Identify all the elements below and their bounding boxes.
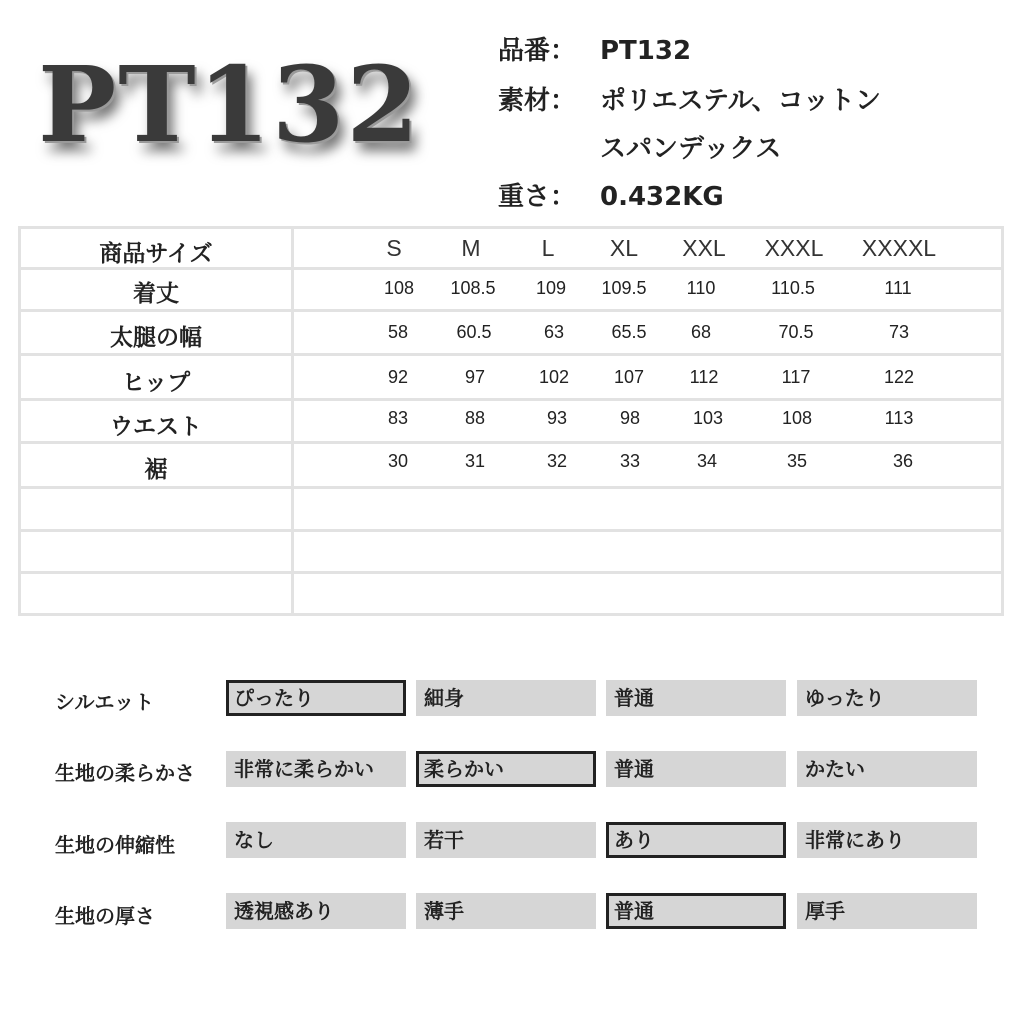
size-table (18, 226, 1004, 616)
material-value-2: スパンデックス (600, 134, 782, 164)
table-cell: 111 (884, 278, 912, 298)
option-stretch: 非常にあり (797, 822, 977, 858)
material-value-1: ポリエステル、コットン (600, 86, 882, 116)
table-cell: 30 (387, 451, 409, 471)
option-silhouette: ゆったり (797, 680, 977, 716)
option-silhouette-selected: ぴったり (226, 680, 406, 716)
weight-label: 重さ： (498, 182, 577, 212)
table-cell: 60.5 (456, 322, 492, 342)
option-stretch: 若干 (416, 822, 596, 858)
attribute-label-stretch: 生地の伸縮性 (55, 833, 175, 857)
table-cell: 32 (546, 451, 568, 471)
product-code-row (498, 30, 691, 67)
size-heading: L (541, 235, 555, 261)
attribute-label-silhouette: シルエット (55, 690, 155, 714)
table-cell: 31 (464, 451, 486, 471)
material-label: 素材： (498, 86, 577, 116)
option-softness: 普通 (606, 751, 786, 787)
product-code-value: PT132 (600, 36, 692, 66)
option-softness-selected: 柔らかい (416, 751, 596, 787)
table-cell: 73 (888, 322, 910, 342)
weight-value: 0.432KG (600, 182, 724, 212)
fabric-attributes (0, 660, 1024, 960)
option-silhouette: 普通 (606, 680, 786, 716)
table-cell: 113 (884, 408, 914, 428)
table-cell: 97 (464, 367, 486, 387)
table-cell: 108.5 (450, 278, 496, 298)
table-cell: 65.5 (611, 322, 647, 342)
material-row (498, 80, 881, 117)
table-cell: 88 (464, 408, 486, 428)
option-softness: かたい (797, 751, 977, 787)
table-cell: 103 (692, 408, 724, 428)
attribute-label-thickness: 生地の厚さ (55, 904, 155, 928)
size-heading: XXXXL (861, 235, 937, 261)
row-label: 太腿の幅 (110, 325, 202, 351)
table-cell: 110 (686, 278, 716, 298)
table-cell: 36 (892, 451, 914, 471)
option-softness: 非常に柔らかい (226, 751, 406, 787)
product-code-label: 品番： (498, 36, 577, 66)
attribute-label-softness: 生地の柔らかさ (55, 761, 195, 785)
table-cell: 63 (543, 322, 565, 342)
option-thickness: 薄手 (416, 893, 596, 929)
size-header-label: 商品サイズ (99, 241, 213, 267)
table-cell: 108 (383, 278, 415, 298)
table-cell: 112 (689, 367, 719, 387)
size-heading: XL (609, 235, 639, 261)
option-thickness: 透視感あり (226, 893, 406, 929)
weight-row (498, 176, 724, 213)
table-cell: 108 (781, 408, 813, 428)
table-cell: 110.5 (771, 278, 815, 298)
table-divider (291, 229, 294, 613)
option-stretch-selected: あり (606, 822, 786, 858)
table-cell: 68 (690, 322, 712, 342)
table-cell: 83 (387, 408, 409, 428)
size-heading: S (386, 235, 402, 261)
material-row-2 (498, 128, 781, 165)
table-cell: 109.5 (601, 278, 647, 298)
size-heading: XXL (682, 235, 726, 261)
option-thickness: 厚手 (797, 893, 977, 929)
size-heading: XXXL (764, 235, 824, 261)
product-logo-title: PT132 (38, 43, 421, 166)
option-stretch: なし (226, 822, 406, 858)
table-cell: 98 (619, 408, 641, 428)
option-silhouette: 細身 (416, 680, 596, 716)
table-cell: 70.5 (778, 322, 814, 342)
table-cell: 117 (781, 367, 811, 387)
table-cell: 34 (696, 451, 718, 471)
table-cell: 122 (883, 367, 915, 387)
table-cell: 102 (538, 367, 570, 387)
row-label: 着丈 (133, 281, 179, 307)
size-heading: M (461, 235, 481, 261)
table-cell: 107 (613, 367, 645, 387)
table-cell: 33 (619, 451, 641, 471)
table-cell: 109 (535, 278, 567, 298)
row-label: ウエスト (110, 414, 202, 440)
table-cell: 92 (387, 367, 409, 387)
table-cell: 93 (546, 408, 568, 428)
option-thickness-selected: 普通 (606, 893, 786, 929)
row-label: ヒップ (121, 370, 191, 396)
table-cell: 58 (387, 322, 409, 342)
row-label: 裾 (144, 457, 168, 483)
table-cell: 35 (786, 451, 808, 471)
